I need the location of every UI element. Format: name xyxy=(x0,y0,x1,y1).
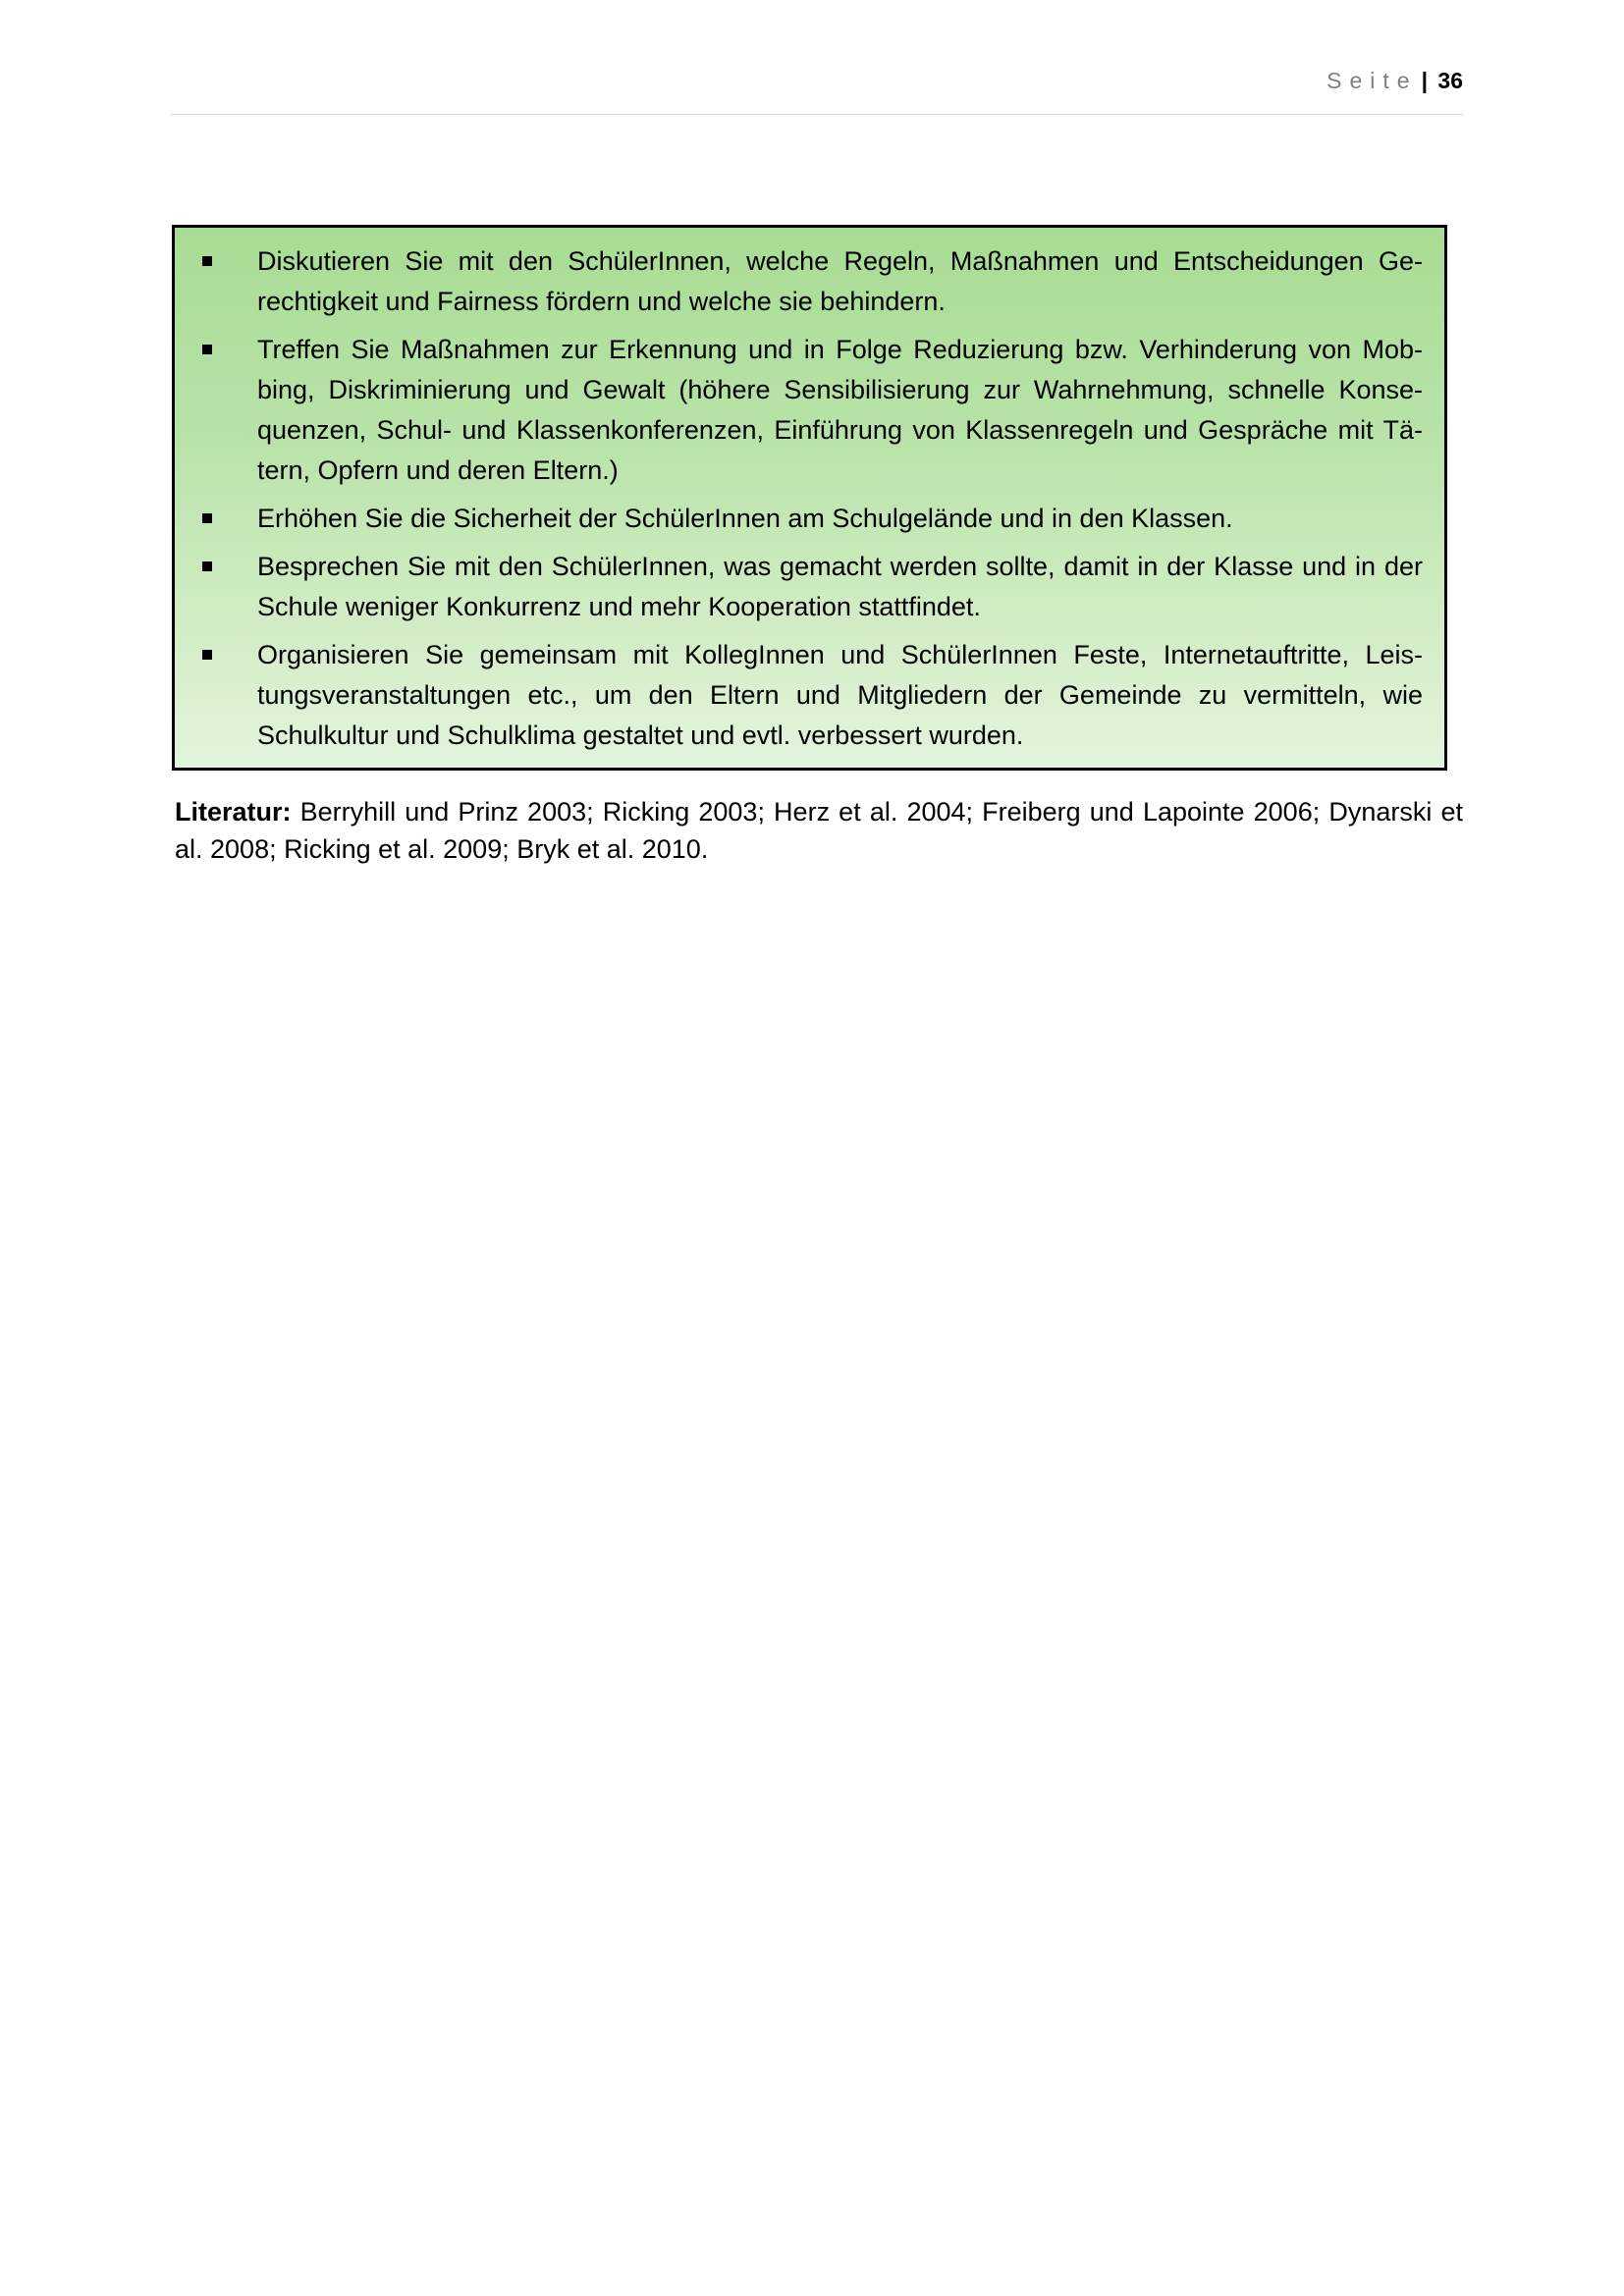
page-header xyxy=(171,65,1463,115)
page-number: 36 xyxy=(1437,68,1463,93)
page-word: Seite xyxy=(1326,68,1418,93)
recommendation-list xyxy=(175,228,1444,756)
list-item-text: Erhöhen Sie die Sicherheit der SchülerInnen am Schulgelände und in den Klassen. xyxy=(257,504,1233,533)
literature-label: Literatur: xyxy=(175,797,292,827)
list-item-text: Diskutieren Sie mit den SchülerInnen, welche Regeln, Maßnahmen und Entscheidungen Ge-rechtigkeit und Fairness fördern und welche sie behindern. xyxy=(257,246,1423,316)
list-item xyxy=(202,547,1423,627)
literature-references xyxy=(175,793,1463,868)
list-item xyxy=(202,635,1423,756)
page-separator: | xyxy=(1421,68,1429,93)
literature-text: Berryhill und Prinz 2003; Ricking 2003; Herz et al. 2004; Freiberg und Lapointe 2006; Dynarski et al. 2008; Ricking et al. 2009; Bryk et al. 2010. xyxy=(175,797,1463,864)
list-item-text: Besprechen Sie mit den SchülerInnen, was gemacht werden sollte, damit in der Klasse und in der Schule weniger Konkurrenz und mehr Kooperation stattfindet. xyxy=(257,552,1423,621)
list-item-text: Organisieren Sie gemeinsam mit KollegInnen und SchülerInnen Feste, Internetauftritte, Leis-tungsveranstaltungen etc., um den Eltern und Mitgliedern der Gemeinde zu vermitteln, wie Schulkultur und Schulklima gestaltet und evtl. verbessert wurden. xyxy=(257,640,1423,750)
recommendation-box xyxy=(172,225,1447,771)
list-item xyxy=(202,241,1423,322)
square-bullet-icon xyxy=(202,650,212,660)
list-item-text: Treffen Sie Maßnahmen zur Erkennung und in Folge Reduzierung bzw. Verhinderung von Mob-bing, Diskriminierung und Gewalt (höhere Sensibilisierung zur Wahrnehmung, schnelle Konse-quenzen, Schul- und Klassenkonferenzen, Einführung von Klassenregeln und Gespräche mit Tä-tern, Opfern und deren Eltern.) xyxy=(257,335,1423,485)
square-bullet-icon xyxy=(202,345,212,354)
list-item xyxy=(202,499,1423,539)
list-item xyxy=(202,330,1423,491)
square-bullet-icon xyxy=(202,561,212,571)
square-bullet-icon xyxy=(202,256,212,266)
square-bullet-icon xyxy=(202,513,212,523)
page-number-label xyxy=(1326,65,1463,96)
